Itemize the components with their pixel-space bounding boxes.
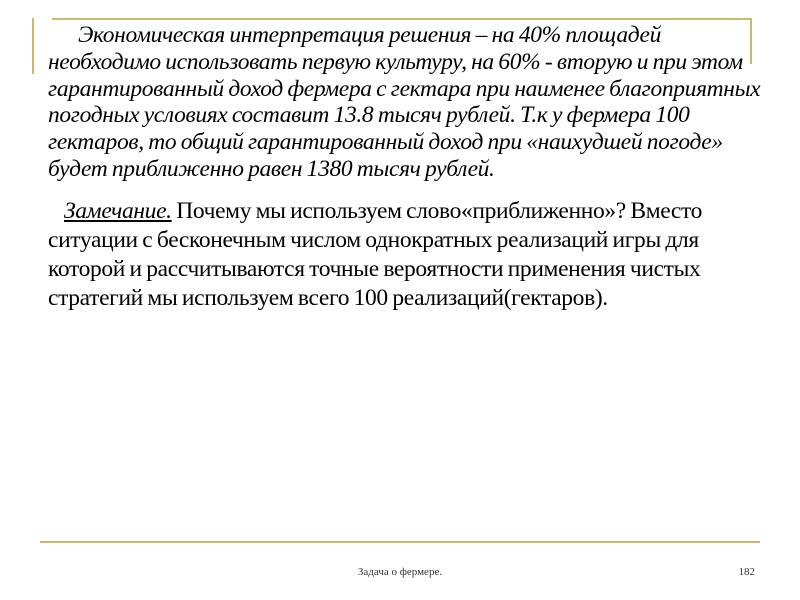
remark-paragraph <box>48 197 778 313</box>
remark-label: Замечание. <box>64 197 172 224</box>
slide-number: 182 <box>738 566 755 578</box>
footer-title: Задача о фермере. <box>357 566 443 578</box>
interpretation-paragraph: Экономическая интерпретация решения – на 40% площадей необходимо использовать первую культуру, на 60% - вторую и при этом гарантированный доход фермера с гектара при наименее благоприятных погодных условиях составит 13.8 тысяч рублей. Т.к у фермера 100 гектаров, то общий гарантированный доход при «наихудшей погоде» будет приближенно равен 1380 тысяч рублей. <box>48 22 761 182</box>
decorative-rule-left <box>32 18 34 74</box>
footer-divider <box>40 541 760 543</box>
remark-body: Почему мы используем слово«приближенно»? Вместо ситуации с бесконечным числом однократных реализаций игры для которой и рассчитываются точные вероятности применения чистых стратегий мы используем всего 100 реализаций(гектаров). <box>48 197 702 311</box>
decorative-rule-top <box>52 18 752 20</box>
slide-content <box>48 22 778 313</box>
